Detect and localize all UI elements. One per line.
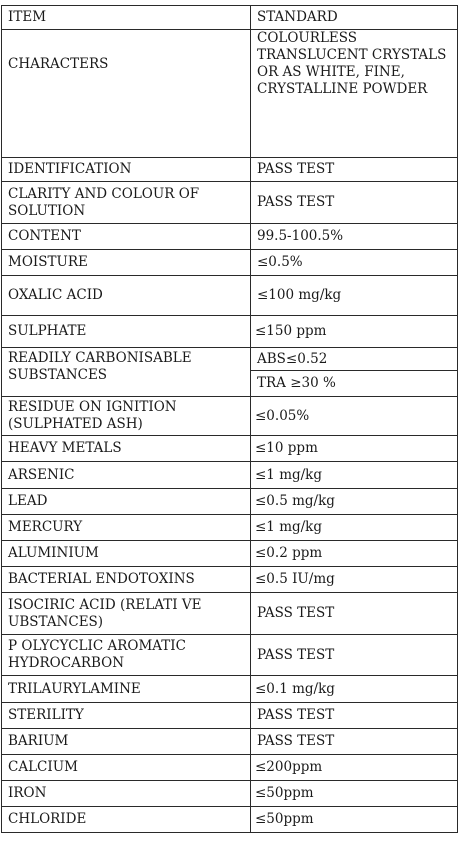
row-standard: 99.5-100.5% — [251, 224, 458, 250]
header-standard: STANDARD — [251, 6, 458, 30]
table-row — [2, 462, 458, 489]
table-row — [2, 515, 458, 541]
table-row — [2, 397, 458, 436]
row-item: IRON — [2, 781, 251, 807]
table-row — [2, 593, 458, 635]
table-row — [2, 276, 458, 316]
row-standard: ≤0.1 mg/kg — [251, 676, 458, 703]
row-item: BACTERIAL ENDOTOXINS — [2, 567, 251, 593]
row-item: IDENTIFICATION — [2, 158, 251, 182]
table-row — [2, 807, 458, 833]
table-row — [2, 703, 458, 729]
row-standard: ABS≤0.52 — [251, 348, 458, 371]
row-standard: ≤100 mg/kg — [251, 276, 458, 316]
table-row — [2, 316, 458, 348]
row-item: HEAVY METALS — [2, 436, 251, 462]
row-item: STERILITY — [2, 703, 251, 729]
row-standard: PASS TEST — [251, 182, 458, 224]
row-standard: ≤1 mg/kg — [251, 462, 458, 489]
table-row — [2, 729, 458, 755]
row-standard: PASS TEST — [251, 593, 458, 635]
row-standard: ≤50ppm — [251, 781, 458, 807]
row-item: MERCURY — [2, 515, 251, 541]
row-item: LEAD — [2, 489, 251, 515]
row-standard: ≤150 ppm — [251, 316, 458, 348]
table-row — [2, 755, 458, 781]
table-row — [2, 30, 458, 158]
row-standard: ≤50ppm — [251, 807, 458, 833]
table-row — [2, 182, 458, 224]
table-row — [2, 158, 458, 182]
table-row — [2, 567, 458, 593]
row-item: RESIDUE ON IGNITION (SULPHATED ASH) — [2, 397, 251, 436]
row-item: TRILAURYLAMINE — [2, 676, 251, 703]
table-row — [2, 224, 458, 250]
row-standard: ≤0.5 mg/kg — [251, 489, 458, 515]
row-item: ARSENIC — [2, 462, 251, 489]
row-item: CONTENT — [2, 224, 251, 250]
row-standard: ≤0.5 IU/mg — [251, 567, 458, 593]
header-item: ITEM — [2, 6, 251, 30]
row-item: CHLORIDE — [2, 807, 251, 833]
row-item: ALUMINIUM — [2, 541, 251, 567]
row-standard: ≤200ppm — [251, 755, 458, 781]
row-item: CALCIUM — [2, 755, 251, 781]
row-standard: PASS TEST — [251, 635, 458, 676]
row-standard: COLOURLESS TRANSLUCENT CRYSTALS OR AS WHITE, FINE, CRYSTALLINE POWDER — [251, 30, 458, 158]
table-row — [2, 781, 458, 807]
row-standard: ≤1 mg/kg — [251, 515, 458, 541]
specification-table — [1, 5, 458, 833]
table-row — [2, 436, 458, 462]
row-item: P OLYCYCLIC AROMATIC HYDROCARBON — [2, 635, 251, 676]
table-row — [2, 635, 458, 676]
row-standard: PASS TEST — [251, 158, 458, 182]
table-row — [2, 489, 458, 515]
row-item: SULPHATE — [2, 316, 251, 348]
row-item: OXALIC ACID — [2, 276, 251, 316]
table-row — [2, 541, 458, 567]
row-standard: PASS TEST — [251, 703, 458, 729]
row-standard-secondary: TRA ≥30 % — [251, 371, 458, 397]
table-row — [2, 676, 458, 703]
row-item: ISOCIRIC ACID (RELATI VE UBSTANCES) — [2, 593, 251, 635]
row-standard: ≤0.05% — [251, 397, 458, 436]
table-row — [2, 348, 458, 371]
row-standard: ≤10 ppm — [251, 436, 458, 462]
row-standard: ≤0.2 ppm — [251, 541, 458, 567]
row-item: READILY CARBONISABLE SUBSTANCES — [2, 348, 251, 397]
row-item: CLARITY AND COLOUR OF SOLUTION — [2, 182, 251, 224]
row-standard: PASS TEST — [251, 729, 458, 755]
row-standard: ≤0.5% — [251, 250, 458, 276]
row-item: CHARACTERS — [2, 30, 251, 158]
row-item: MOISTURE — [2, 250, 251, 276]
table-row — [2, 250, 458, 276]
row-item: BARIUM — [2, 729, 251, 755]
header-row — [2, 6, 458, 30]
